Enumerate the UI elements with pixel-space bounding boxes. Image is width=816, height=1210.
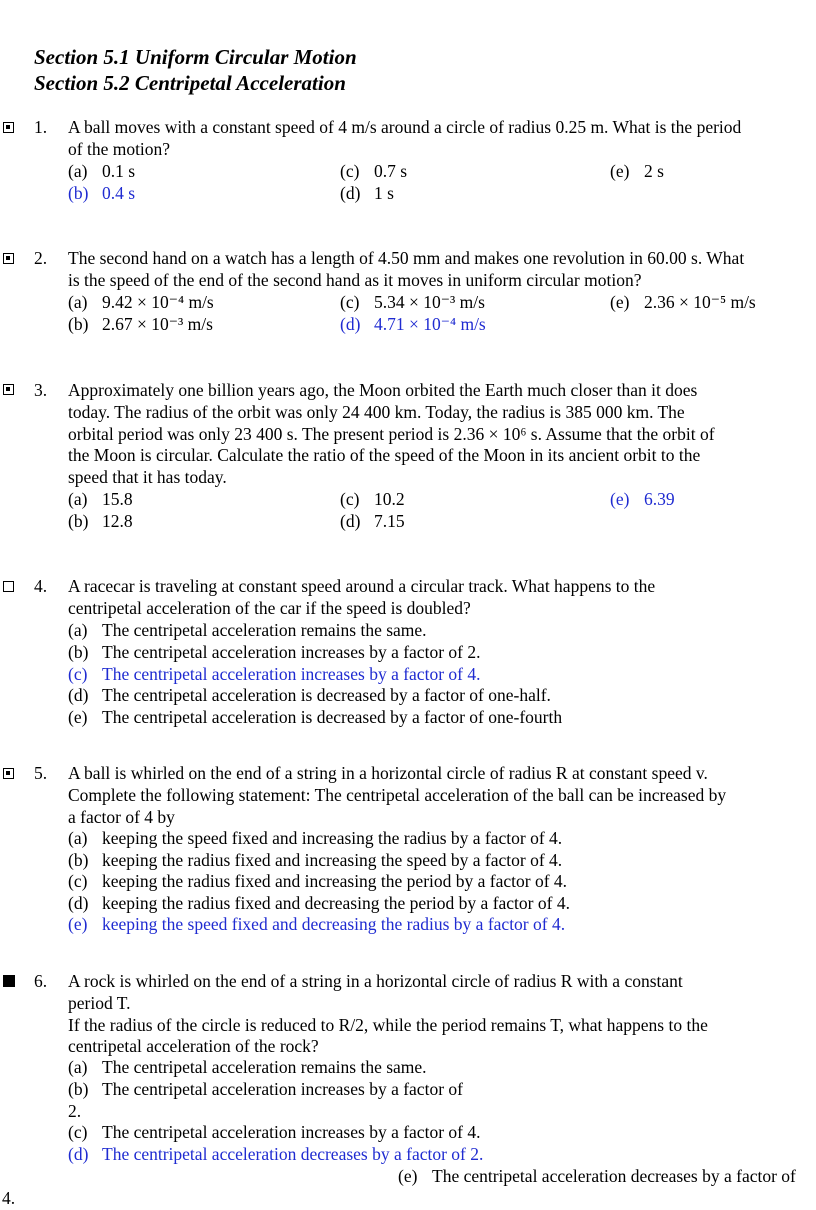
option-b: (b) keeping the radius fixed and increasing the speed by a factor of 4.	[68, 850, 563, 870]
filled-box-icon	[3, 975, 15, 987]
question-stem	[68, 248, 808, 292]
stem-line: A ball is whirled on the end of a string in a horizontal circle of radius R at constant speed v.	[68, 763, 708, 783]
option-a: (a) 0.1 s	[68, 161, 136, 181]
question-number: 1.	[34, 117, 48, 137]
stem-line: of the motion?	[68, 138, 171, 159]
question-number: 3.	[34, 380, 48, 400]
box-dot-icon	[3, 122, 14, 133]
option-d-correct: (d) 4.71 × 10⁻⁴ m/s	[340, 314, 486, 334]
option-b: (b) 12.8	[68, 511, 133, 531]
question-number: 4.	[34, 576, 48, 596]
stem-line: the Moon is circular. Calculate the ratio of the speed of the Moon in its ancient orbit to the	[68, 445, 701, 466]
question-number: 2.	[34, 248, 48, 268]
option-a: (a) keeping the speed fixed and increasing the radius by a factor of 4.	[68, 828, 563, 848]
option-c: (c) The centripetal acceleration increases by a factor of 4.	[68, 1122, 481, 1142]
option-e: (e) The centripetal acceleration decreases by a factor of	[398, 1166, 796, 1186]
section-heading-5-1: Section 5.1 Uniform Circular Motion	[34, 45, 357, 69]
stem-line: A ball moves with a constant speed of 4 m/s around a circle of radius 0.25 m. What is the period	[68, 117, 742, 137]
stem-line: The second hand on a watch has a length of 4.50 mm and makes one revolution in 60.00 s. What	[68, 248, 745, 268]
option-a: (a) The centripetal acceleration remains the same.	[68, 1057, 427, 1077]
stem-line: If the radius of the circle is reduced to R/2, while the period remains T, what happens to the	[68, 1014, 708, 1035]
stem-line: a factor of 4 by	[68, 806, 175, 827]
option-d: (d) The centripetal acceleration is decreased by a factor of one-half.	[68, 685, 551, 705]
option-e-correct: (e) keeping the speed fixed and decreasing the radius by a factor of 4.	[68, 914, 566, 934]
option-d: (d) 7.15	[340, 511, 405, 531]
stem-line: A rock is whirled on the end of a string in a horizontal circle of radius R with a constant	[68, 971, 683, 991]
option-b: (b) The centripetal acceleration increases by a factor of 2.	[68, 642, 481, 662]
stem-line: Approximately one billion years ago, the Moon orbited the Earth much closer than it does	[68, 380, 698, 400]
option-a: (a) The centripetal acceleration remains the same.	[68, 620, 427, 640]
option-e-continuation: 4.	[2, 1188, 16, 1208]
option-d-correct: (d) The centripetal acceleration decreases by a factor of 2.	[68, 1144, 484, 1164]
option-c: (c) 5.34 × 10⁻³ m/s	[340, 292, 485, 312]
question-number: 6.	[34, 971, 48, 991]
empty-box-icon	[3, 581, 14, 592]
stem-line: centripetal acceleration of the rock?	[68, 1036, 319, 1057]
question-stem	[68, 971, 808, 1058]
question-stem	[68, 117, 808, 161]
option-a: (a) 15.8	[68, 489, 133, 509]
stem-line: Complete the following statement: The centripetal acceleration of the ball can be increased by	[68, 784, 727, 805]
option-d: (d) 1 s	[340, 183, 394, 203]
option-e: (e) 2 s	[610, 161, 664, 181]
box-dot-icon	[3, 768, 14, 779]
option-c-correct: (c) The centripetal acceleration increases by a factor of 4.	[68, 664, 481, 684]
option-e: (e) 2.36 × 10⁻⁵ m/s	[610, 292, 756, 312]
stem-line: period T.	[68, 992, 131, 1013]
box-dot-icon	[3, 384, 14, 395]
question-number: 5.	[34, 763, 48, 783]
box-dot-icon	[3, 253, 14, 264]
option-c: (c) 10.2	[340, 489, 405, 509]
option-a: (a) 9.42 × 10⁻⁴ m/s	[68, 292, 214, 312]
stem-line: orbital period was only 23 400 s. The present period is 2.36 × 10⁶ s. Assume that the orbit of	[68, 423, 715, 444]
option-c: (c) keeping the radius fixed and increasing the period by a factor of 4.	[68, 871, 568, 891]
question-stem	[68, 576, 808, 620]
option-e: (e) The centripetal acceleration is decreased by a factor of one-fourth	[68, 707, 563, 727]
question-stem	[68, 763, 808, 828]
option-b: (b) 2.67 × 10⁻³ m/s	[68, 314, 213, 334]
option-e-correct: (e) 6.39	[610, 489, 675, 509]
option-c: (c) 0.7 s	[340, 161, 408, 181]
section-heading-5-2: Section 5.2 Centripetal Acceleration	[34, 71, 346, 95]
stem-line: today. The radius of the orbit was only 24 400 km. Today, the radius is 385 000 km. The	[68, 401, 685, 422]
stem-line: A racecar is traveling at constant speed around a circular track. What happens to the	[68, 576, 656, 596]
stem-line: speed that it has today.	[68, 467, 227, 488]
stem-line: centripetal acceleration of the car if the speed is doubled?	[68, 597, 471, 618]
question-stem	[68, 380, 808, 489]
option-b-correct: (b) 0.4 s	[68, 183, 136, 203]
option-b: (b) The centripetal acceleration increases by a factor of	[68, 1079, 463, 1099]
option-b-continuation: 2.	[68, 1101, 82, 1121]
option-d: (d) keeping the radius fixed and decreasing the period by a factor of 4.	[68, 893, 570, 913]
stem-line: is the speed of the end of the second hand as it moves in uniform circular motion?	[68, 269, 642, 290]
